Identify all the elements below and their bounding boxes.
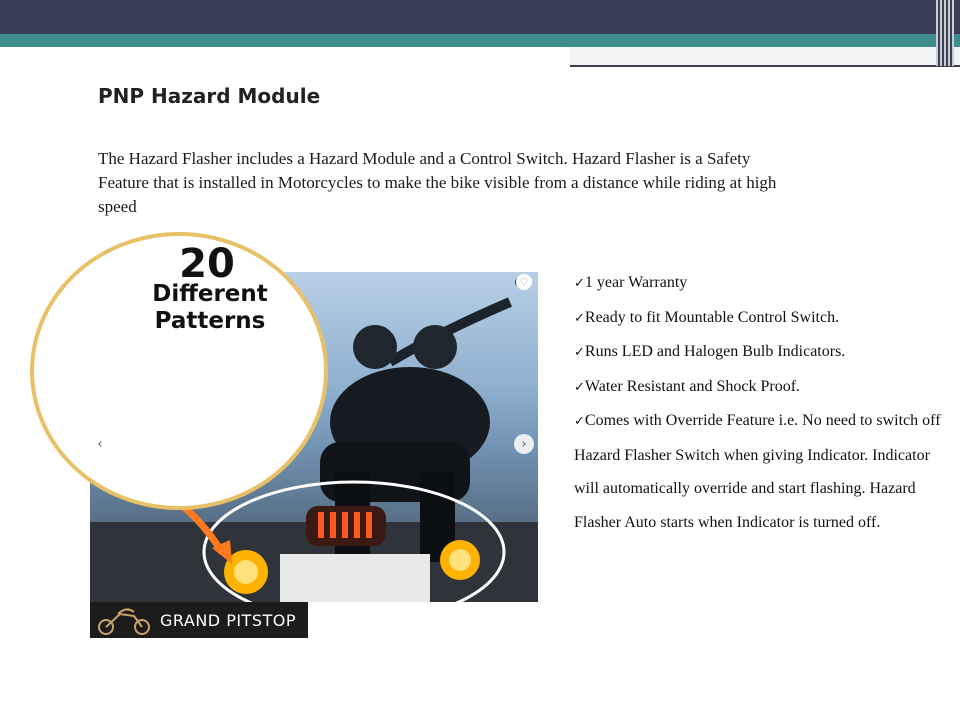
header-corner-stripes xyxy=(936,0,954,66)
intro-paragraph: The Hazard Flasher includes a Hazard Module and a Control Switch. Hazard Flasher is a Safety Feature that is installed in Motorcycles to make the bike visible from a distance while riding at high speed xyxy=(98,149,777,216)
header-bar-accent xyxy=(570,47,960,67)
feature-item xyxy=(574,404,946,539)
chevron-left-icon[interactable]: ‹ xyxy=(90,434,110,454)
feature-text: Water Resistant and Shock Proof. xyxy=(584,377,801,395)
brand-logo xyxy=(90,602,308,638)
header-bar-dark xyxy=(0,0,960,34)
slide-title: PNP Hazard Module xyxy=(98,84,321,108)
feature-item xyxy=(574,266,946,301)
header-bar-teal xyxy=(0,34,960,47)
patterns-badge xyxy=(30,232,328,510)
motorbike-logo-icon xyxy=(90,602,160,638)
badge-text xyxy=(130,281,290,335)
heart-icon[interactable]: ♡ xyxy=(516,274,532,290)
check-icon: ✓ xyxy=(574,345,585,360)
badge-text-line2: Patterns xyxy=(154,308,266,334)
check-icon: ✓ xyxy=(574,414,585,429)
feature-text: 1 year Warranty xyxy=(584,274,688,291)
feature-item xyxy=(574,335,946,370)
product-photo xyxy=(90,241,538,602)
feature-text: Comes with Override Feature i.e. No need to switch off Hazard Flasher Switch when giving Indicator. Indicator will automatically override and start flashing. Hazard Flasher Auto starts when Indicator is turned off. xyxy=(574,412,941,531)
feature-item xyxy=(574,370,946,405)
feature-item xyxy=(574,301,946,336)
feature-text: Ready to fit Mountable Control Switch. xyxy=(584,308,840,326)
feature-text: Runs LED and Halogen Bulb Indicators. xyxy=(584,343,846,360)
check-icon: ✓ xyxy=(574,379,585,395)
check-icon: ✓ xyxy=(574,310,585,326)
brand-logo-text: GRAND PITSTOP xyxy=(160,610,296,630)
feature-list xyxy=(574,266,946,539)
badge-text-line1: Different xyxy=(152,281,268,307)
chevron-right-icon[interactable]: › xyxy=(514,434,534,454)
badge-number: 20 xyxy=(179,241,235,287)
check-icon: ✓ xyxy=(574,276,585,291)
